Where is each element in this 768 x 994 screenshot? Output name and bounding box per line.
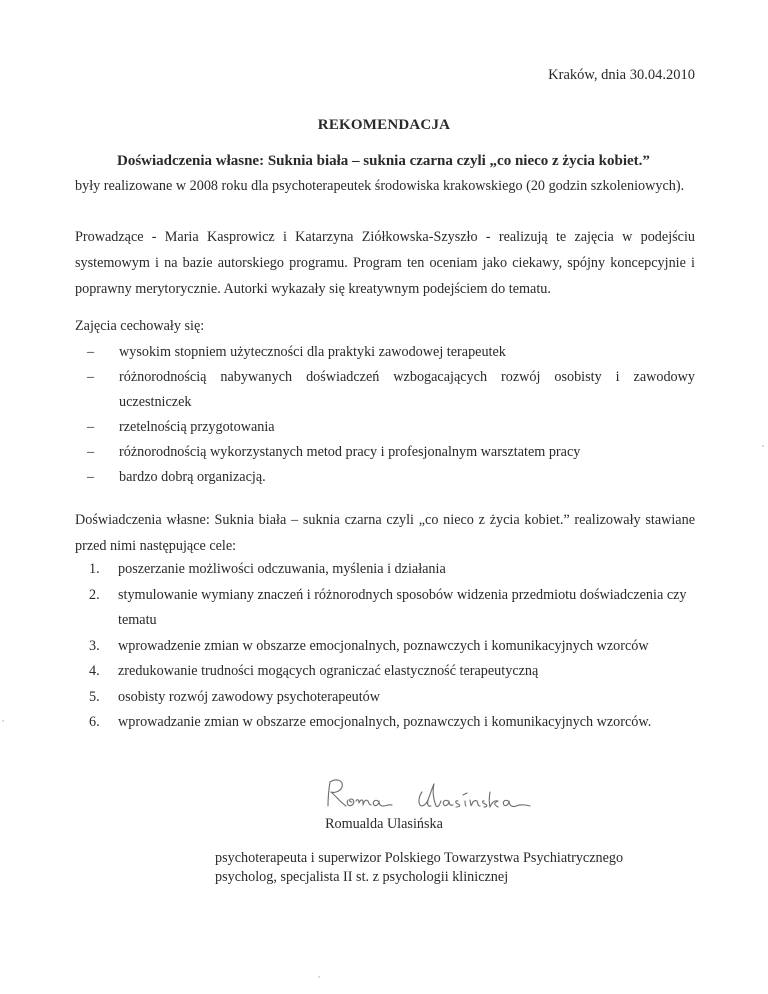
- features-list: [75, 340, 695, 490]
- list-item-text: różnorodnością nabywanych doświadczeń wzbogacających rozwój osobisty i zawodowy uczestniczek: [119, 369, 695, 410]
- list-item-text: różnorodnością wykorzystanych metod pracy i profesjonalnym warsztatem pracy: [119, 444, 581, 460]
- document-title: REKOMENDACJA: [317, 117, 451, 133]
- list-item: [75, 365, 695, 415]
- list-item-text: wysokim stopniem użyteczności dla praktyki zawodowej terapeutek: [119, 344, 506, 360]
- list-item: [75, 557, 695, 583]
- list-item: [75, 634, 695, 660]
- list-number: 3.: [89, 637, 100, 654]
- list-item-text: rzetelnością przygotowania: [119, 419, 275, 435]
- list-item-text: zredukowanie trudności mogących ograniczać elastyczność terapeutyczną: [118, 663, 539, 679]
- list-item-text: wprowadzenie zmian w obszarze emocjonalnych, poznawczych i komunikacyjnych wzorców: [118, 637, 649, 654]
- place-date: Kraków, dnia 30.04.2010: [548, 67, 695, 83]
- signatory-role-line: psychoterapeuta i superwizor Polskiego Towarzystwa Psychiatrycznego: [215, 850, 624, 866]
- dash-marker: –: [87, 444, 95, 460]
- list-item: [75, 440, 695, 465]
- list-item: [75, 415, 695, 440]
- list-item-text: stymulowanie wymiany znaczeń i różnorodnych sposobów widzenia przedmiotu doświadczenia czy tematu: [118, 586, 687, 628]
- dash-marker: –: [87, 469, 95, 485]
- signatory-role-line: psycholog, specjalista II st. z psychologii klinicznej: [215, 869, 509, 885]
- list-item: [75, 659, 695, 685]
- document-subtitle: Doświadczenia własne: Suknia biała – suknia czarna czyli „co nieco z życia kobiet.”: [117, 153, 650, 169]
- list-item: [75, 583, 695, 634]
- dash-marker: –: [87, 369, 95, 385]
- goals-list: [75, 557, 695, 736]
- list-number: 1.: [89, 561, 100, 577]
- scan-speck: [318, 976, 320, 978]
- paragraph-goals-intro: Doświadczenia własne: Suknia biała – suknia czarna czyli „co nieco z życia kobiet.” realizowały stawiane przed nimi następujące cele:: [75, 512, 695, 554]
- list-item-text: poszerzanie możliwości odczuwania, myślenia i działania: [118, 561, 446, 577]
- dash-marker: –: [87, 419, 95, 435]
- list-item-text: bardzo dobrą organizacją.: [119, 469, 266, 485]
- list-item-text: osobisty rozwój zawodowy psychoterapeutów: [118, 688, 381, 705]
- handwritten-signature: [322, 770, 572, 820]
- dash-marker: –: [87, 344, 95, 360]
- list-item: [75, 340, 695, 365]
- list-number: 6.: [89, 714, 100, 730]
- scan-speck: [762, 445, 764, 447]
- paragraph-intro: były realizowane w 2008 roku dla psychoterapeutek środowiska krakowskiego (20 godzin szkoleniowych).: [75, 178, 685, 194]
- list-item: [75, 465, 695, 490]
- list-number: 4.: [89, 663, 100, 679]
- list-item: [75, 685, 695, 711]
- scan-speck: [2, 720, 4, 722]
- list-item: [75, 710, 695, 736]
- signatory-name: Romualda Ulasińska: [325, 816, 443, 832]
- list-number: 2.: [89, 586, 100, 603]
- list-number: 5.: [89, 688, 100, 705]
- paragraph-leaders: Prowadzące - Maria Kasprowicz i Katarzyna Ziółkowska-Szyszło - realizują te zajęcia w podejściu systemowym i na bazie autorskiego programu. Program ten oceniam jako ciekawy, spójny koncepcyjnie i poprawny merytorycznie. Autorki wykazały się kreatywnym podejściem do tematu.: [75, 229, 695, 297]
- features-heading: Zajęcia cechowały się:: [75, 318, 205, 334]
- list-item-text: wprowadzanie zmian w obszarze emocjonalnych, poznawczych i komunikacyjnych wzorców.: [118, 714, 652, 730]
- signatory-roles: [215, 849, 623, 887]
